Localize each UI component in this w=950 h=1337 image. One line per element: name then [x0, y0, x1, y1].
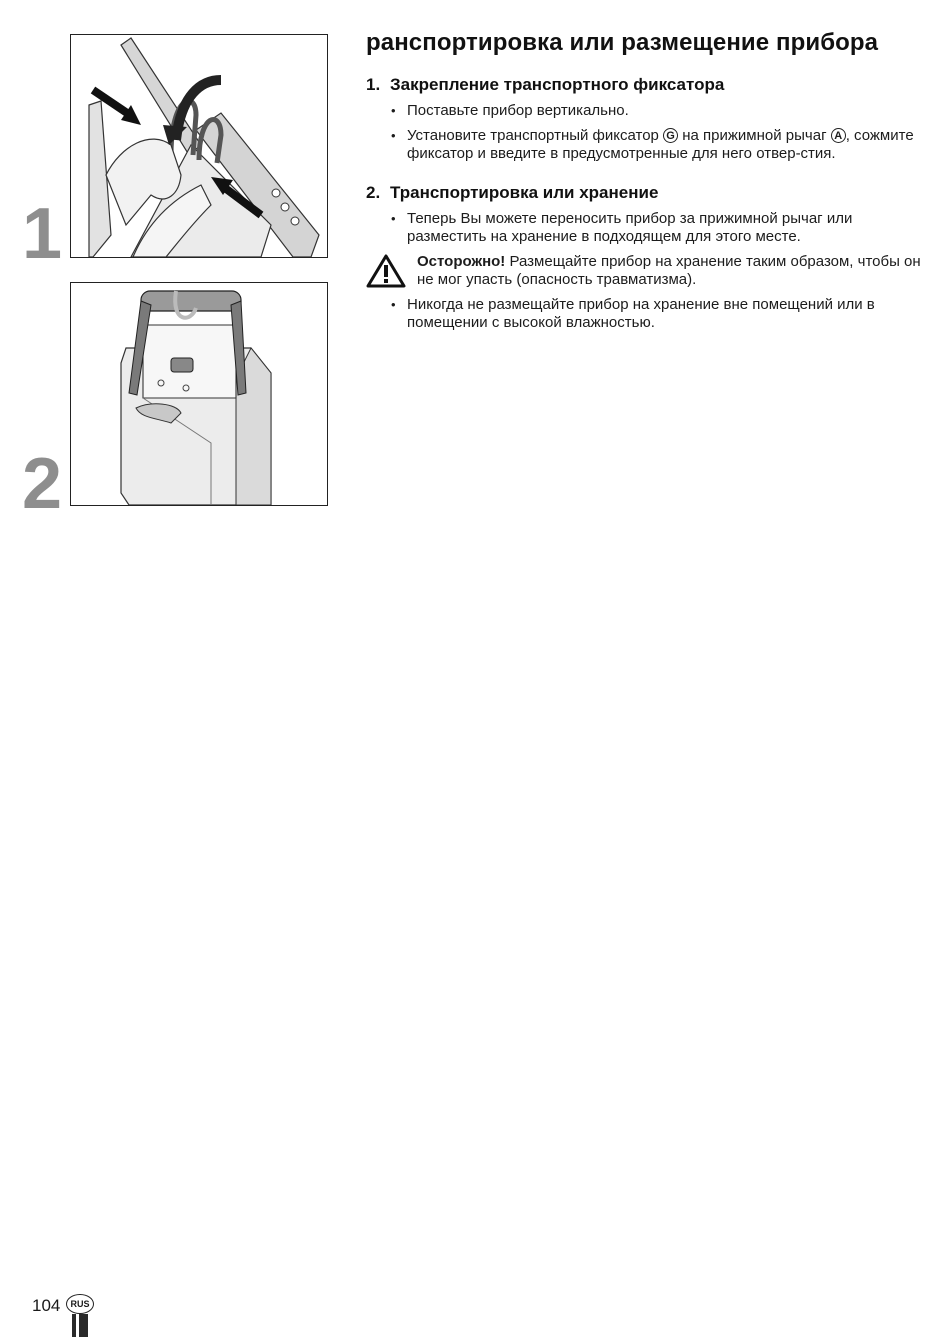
section-2-list — [366, 210, 926, 247]
bullet-2-part-2: на прижимной рычаг — [682, 126, 827, 144]
transport-clip-attach-illustration — [71, 35, 327, 257]
marker-a-icon: A — [831, 128, 846, 143]
page-title: ранспортировка или размещение прибора — [366, 29, 879, 56]
section-2-bullet-2: • Никогда не размещайте прибор на хранение вне помещений или в помещении с высокой влажностью. — [366, 296, 926, 333]
section-1-number: 1. — [366, 75, 381, 94]
page-tab-marker — [72, 1314, 88, 1337]
section-2-title: Транспортировка или хранение — [390, 182, 659, 202]
warning-note — [366, 253, 926, 290]
page-footer — [32, 1294, 112, 1337]
figure-1-number: 1 — [21, 194, 63, 274]
section-2-number: 2. — [366, 182, 381, 202]
device-carry-illustration — [71, 283, 327, 505]
section-1-bullet-1: • Поставьте прибор вертикально. — [366, 102, 926, 121]
figure-2-illustration — [70, 282, 328, 506]
figure-2-number: 2 — [21, 444, 63, 524]
bullet-2-part-3: , сожмите фиксатор и введите в предусмотренные для него отвер-стия. — [407, 126, 914, 162]
bullet-2-part-1: Установите транспортный фиксатор — [407, 126, 659, 144]
section-2-list-continued — [366, 296, 926, 333]
warning-label: Осторожно! — [417, 252, 506, 270]
instructions-content — [366, 28, 926, 339]
section-1-heading — [366, 74, 926, 96]
section-2-bullet-1: • Теперь Вы можете переносить прибор за прижимной рычаг или разместить на хранение в подходящем для этого месте. — [366, 210, 926, 247]
figure-1-illustration — [70, 34, 328, 258]
warning-triangle-icon — [366, 253, 406, 289]
section-1-title: Закрепление транспортного фиксатора — [390, 75, 725, 94]
section-1-list — [366, 102, 926, 164]
section-2-heading — [366, 182, 926, 204]
marker-g-icon: G — [663, 128, 678, 143]
warning-text: Размещайте прибор на хранение таким образом, чтобы он не мог упасть (опасность травматизма). — [417, 252, 921, 288]
section-1-bullet-2 — [366, 127, 926, 164]
page-number: 104 — [32, 1296, 61, 1315]
language-badge: RUS — [66, 1294, 94, 1314]
